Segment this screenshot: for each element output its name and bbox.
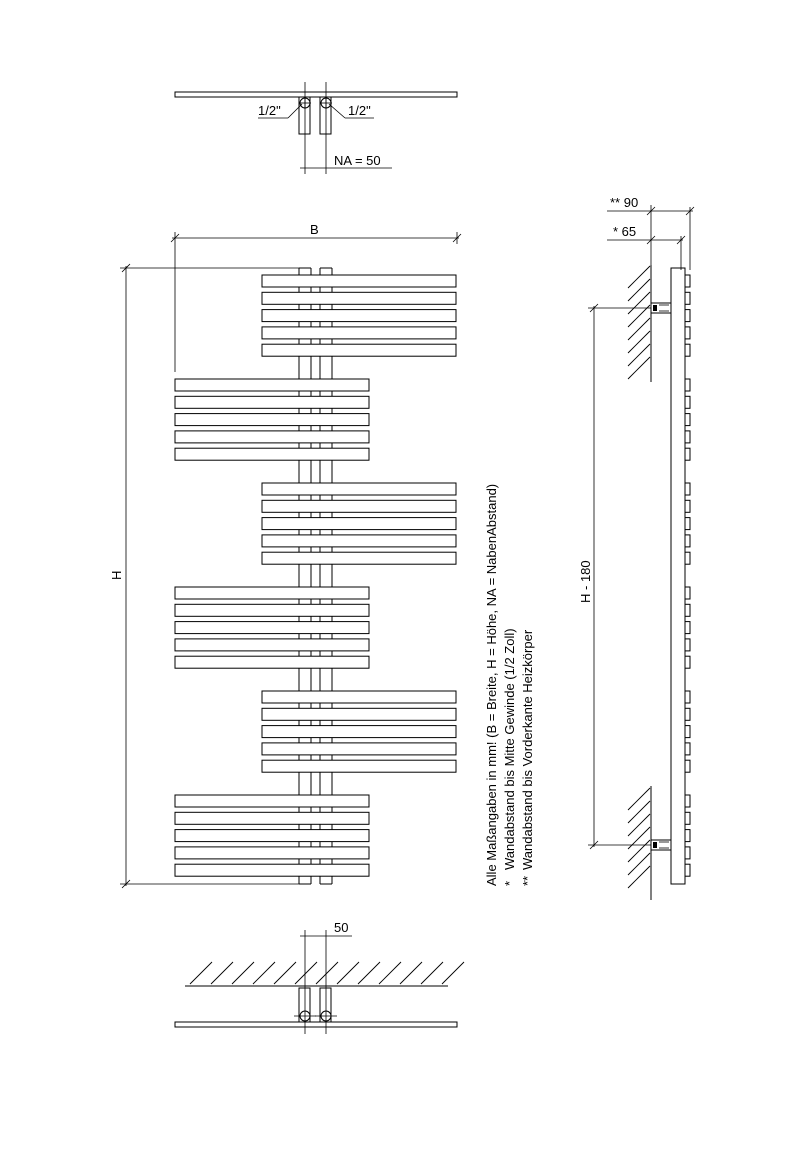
radiator-side-fin — [685, 760, 690, 772]
radiator-side-fin — [685, 518, 690, 530]
radiator-bars — [175, 275, 456, 876]
top-view-pipe-right — [320, 97, 331, 134]
radiator-side-fin — [685, 500, 690, 512]
note-line-3-marker: ** — [520, 875, 535, 886]
hatch-line — [628, 866, 650, 888]
radiator-side-fin — [685, 691, 690, 703]
radiator-side-fin — [685, 535, 690, 547]
bottom-view-pipe-left — [299, 988, 310, 1022]
radiator-side-fin — [685, 327, 690, 339]
radiator-bar — [175, 639, 369, 651]
hatch-line — [628, 827, 650, 849]
hatch-line — [628, 801, 650, 823]
radiator-bar — [175, 414, 369, 426]
hatch-line — [628, 344, 650, 366]
radiator-side-body — [671, 268, 685, 884]
dim-outer-label: ** 90 — [610, 195, 639, 210]
radiator-bar — [175, 847, 369, 859]
height-label: H — [109, 570, 124, 580]
radiator-side-fin — [685, 275, 690, 287]
note-line-2-marker: * — [502, 880, 517, 886]
radiator-bar — [175, 830, 369, 842]
radiator-bar — [262, 483, 456, 495]
hatch-line — [358, 962, 380, 984]
radiator-side-fin — [685, 743, 690, 755]
note-line-2: Wandabstand bis Mitte Gewinde (1/2 Zoll) — [502, 628, 517, 870]
radiator-bar — [262, 760, 456, 772]
hatch-line — [628, 331, 650, 353]
notes — [484, 484, 535, 886]
radiator-side-fin — [685, 587, 690, 599]
side-wall-hatch — [628, 266, 650, 888]
radiator-bar — [262, 708, 456, 720]
hatch-line — [295, 962, 317, 984]
radiator-side-fin — [685, 795, 690, 807]
radiator-bar — [175, 431, 369, 443]
hatch-line — [628, 814, 650, 836]
hatch-line — [628, 853, 650, 875]
bracket-bottom — [651, 840, 671, 850]
radiator-side-fin — [685, 639, 690, 651]
radiator-bar — [175, 604, 369, 616]
radiator-bar — [175, 864, 369, 876]
top-view — [175, 82, 457, 174]
radiator-side-fin — [685, 812, 690, 824]
radiator-bar — [262, 535, 456, 547]
radiator-bar — [175, 448, 369, 460]
top-view-panel — [175, 92, 457, 97]
radiator-bar — [175, 622, 369, 634]
radiator-bar — [262, 275, 456, 287]
bottom-view-pipe-right — [320, 988, 331, 1022]
radiator-side-fin — [685, 414, 690, 426]
hatch-line — [337, 962, 359, 984]
radiator-bar — [262, 310, 456, 322]
radiator-bar — [262, 292, 456, 304]
radiator-side-fin — [685, 344, 690, 356]
hatch-line — [190, 962, 212, 984]
width-label: B — [310, 222, 319, 237]
radiator-bar — [175, 396, 369, 408]
hatch-line — [628, 279, 650, 301]
na-label: NA = 50 — [334, 153, 381, 168]
radiator-bar — [262, 500, 456, 512]
note-line-3: Wandabstand bis Vorderkante Heizkörper — [520, 629, 535, 870]
radiator-bar — [262, 344, 456, 356]
hatch-line — [400, 962, 422, 984]
hatch-line — [628, 292, 650, 314]
radiator-side-fin — [685, 292, 690, 304]
radiator-bar — [262, 518, 456, 530]
radiator-bar — [262, 327, 456, 339]
hatch-line — [211, 962, 233, 984]
hatch-line — [253, 962, 275, 984]
hatch-line — [316, 962, 338, 984]
hatch-line — [274, 962, 296, 984]
radiator-bar — [262, 726, 456, 738]
height-180-label: H - 180 — [578, 560, 593, 603]
bottom-view — [175, 920, 464, 1034]
thread-label-right: 1/2" — [348, 103, 371, 118]
bracket-top — [651, 303, 671, 313]
radiator-side-fins — [685, 275, 690, 876]
radiator-bar — [175, 656, 369, 668]
radiator-bar — [175, 812, 369, 824]
radiator-side-fin — [685, 552, 690, 564]
radiator-side-fin — [685, 379, 690, 391]
front-view — [109, 222, 461, 888]
radiator-side-fin — [685, 622, 690, 634]
radiator-bar — [262, 743, 456, 755]
side-view — [578, 195, 694, 900]
radiator-side-fin — [685, 847, 690, 859]
radiator-bar — [262, 691, 456, 703]
bottom-view-panel — [175, 1022, 457, 1027]
hatch-line — [379, 962, 401, 984]
top-view-pipe-left — [299, 97, 310, 134]
distance-label: 50 — [334, 920, 349, 935]
radiator-bar — [175, 795, 369, 807]
vertical-pipes — [299, 268, 332, 884]
dim-inner-label: * 65 — [613, 224, 637, 239]
radiator-side-fin — [685, 864, 690, 876]
radiator-side-fin — [685, 396, 690, 408]
radiator-bar — [262, 552, 456, 564]
radiator-side-fin — [685, 726, 690, 738]
radiator-side-fin — [685, 708, 690, 720]
hatch-line — [442, 962, 464, 984]
radiator-side-fin — [685, 830, 690, 842]
hatch-line — [628, 266, 650, 288]
hatch-line — [232, 962, 254, 984]
thread-label-left: 1/2" — [258, 103, 281, 118]
note-line-1: Alle Maßangaben in mm! (B = Breite, H = Höhe, NA = NabenAbstand) — [484, 483, 499, 886]
hatch-line — [628, 788, 650, 810]
radiator-side-fin — [685, 448, 690, 460]
radiator-side-fin — [685, 431, 690, 443]
hatch-line — [628, 318, 650, 340]
radiator-side-fin — [685, 310, 690, 322]
radiator-bar — [175, 587, 369, 599]
radiator-side-fin — [685, 604, 690, 616]
hatch-line — [628, 357, 650, 379]
wall-hatch — [190, 962, 464, 984]
radiator-side-fin — [685, 656, 690, 668]
hatch-line — [421, 962, 443, 984]
radiator-bar — [175, 379, 369, 391]
radiator-side-fin — [685, 483, 690, 495]
hatch-line — [628, 840, 650, 862]
